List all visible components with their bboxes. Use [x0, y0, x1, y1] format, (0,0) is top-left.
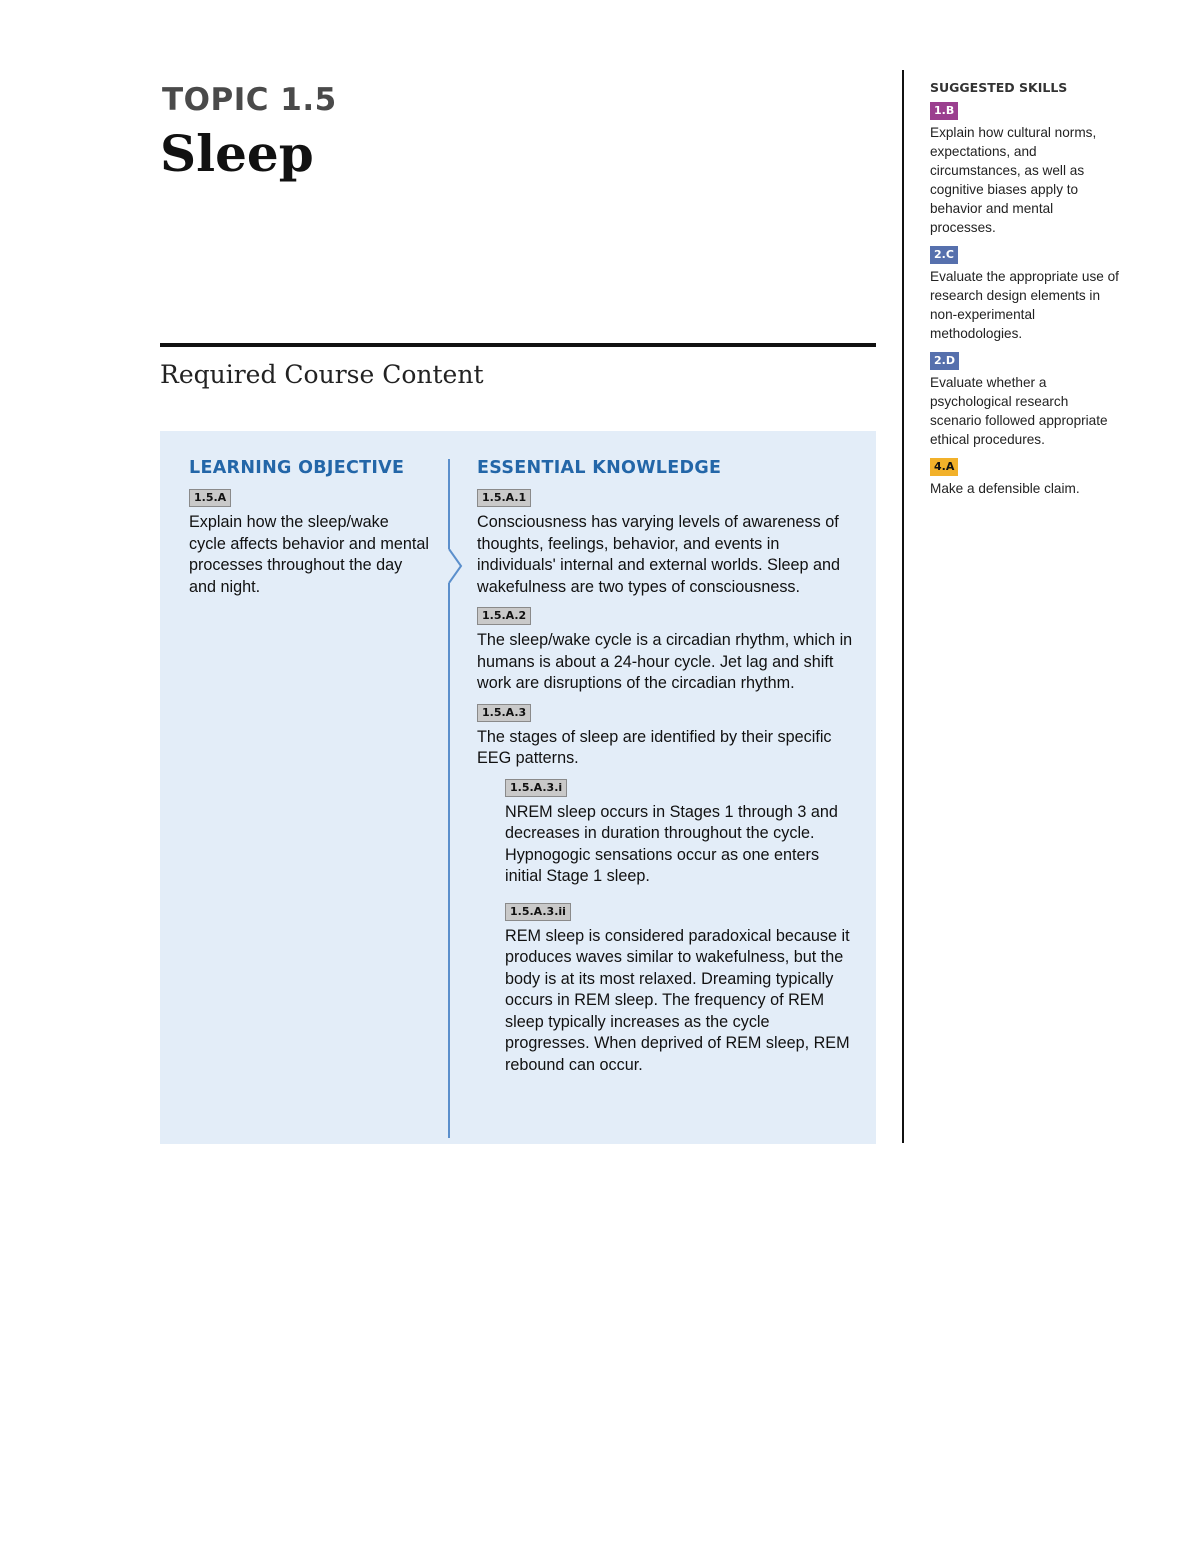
ek-subitem: [505, 778, 857, 888]
skill-badge: 1.B: [930, 102, 958, 120]
ek-code: 1.5.A.3: [477, 704, 531, 722]
skill-text: Evaluate the appropriate use of research design elements in non-experimental methodologies.: [930, 269, 1119, 341]
ek-sub-text: REM sleep is considered paradoxical because it produces waves similar to wakefulness, but the body is at its most relaxed. Dreaming typically occurs in REM sleep. The frequency of REM sleep typically increases as the cycle progresses. When deprived of REM sleep, REM rebound can occur.: [505, 926, 850, 1074]
skill-text: Explain how cultural norms, expectations, and circumstances, as well as cognitive biases apply to behavior and mental processes.: [930, 125, 1097, 235]
ek-sub-code: 1.5.A.3.ii: [505, 903, 571, 921]
learning-objective-heading: LEARNING OBJECTIVE: [189, 458, 405, 478]
ek-text: Consciousness has varying levels of awareness of thoughts, feelings, behavior, and events in individuals' internal and external worlds. Sleep and wakefulness are two types of consciousness.: [477, 513, 841, 596]
suggested-skills: [930, 80, 1120, 506]
learning-objective-column: [189, 458, 429, 598]
ek-text: The stages of sleep are identified by their specific EEG patterns.: [477, 727, 832, 767]
skill-text: Evaluate whether a psychological research scenario followed appropriate ethical procedures.: [930, 375, 1108, 447]
section-rule: [160, 343, 876, 347]
skill-item: [930, 457, 1120, 498]
learning-objective-code: 1.5.A: [189, 489, 231, 507]
skill-item: [930, 101, 1120, 237]
ek-subitem: [505, 902, 857, 1077]
ek-sub-code: 1.5.A.3.i: [505, 779, 567, 797]
essential-knowledge-column: [477, 458, 857, 1090]
suggested-skills-heading: SUGGESTED SKILLS: [930, 80, 1068, 95]
ek-item: [477, 606, 857, 695]
skill-text: Make a defensible claim.: [930, 481, 1080, 496]
chevron-right-icon: [444, 549, 466, 583]
skill-badge: 4.A: [930, 458, 958, 476]
skill-badge: 2.C: [930, 246, 958, 264]
ek-code: 1.5.A.2: [477, 607, 531, 625]
learning-objective-text: Explain how the sleep/wake cycle affects behavior and mental processes throughout the day and night.: [189, 513, 429, 596]
section-title: Required Course Content: [160, 360, 484, 389]
ek-sub-text: NREM sleep occurs in Stages 1 through 3 and decreases in duration throughout the cycle. Hypnogogic sensations occur as one enters initial Stage 1 sleep.: [505, 802, 838, 885]
skills-rule: [902, 70, 904, 1143]
ek-item: [477, 703, 857, 770]
skill-item: [930, 245, 1120, 343]
ek-code: 1.5.A.1: [477, 489, 531, 507]
ek-text: The sleep/wake cycle is a circadian rhythm, which in humans is about a 24-hour cycle. Jet lag and shift work are disruptions of the circadian rhythm.: [477, 631, 853, 692]
topic-label: TOPIC 1.5: [162, 82, 337, 118]
content-box: [160, 431, 876, 1144]
skill-item: [930, 351, 1120, 449]
ek-item: [477, 488, 857, 598]
skill-badge: 2.D: [930, 352, 959, 370]
essential-knowledge-heading: ESSENTIAL KNOWLEDGE: [477, 458, 722, 478]
topic-title: Sleep: [160, 124, 314, 183]
